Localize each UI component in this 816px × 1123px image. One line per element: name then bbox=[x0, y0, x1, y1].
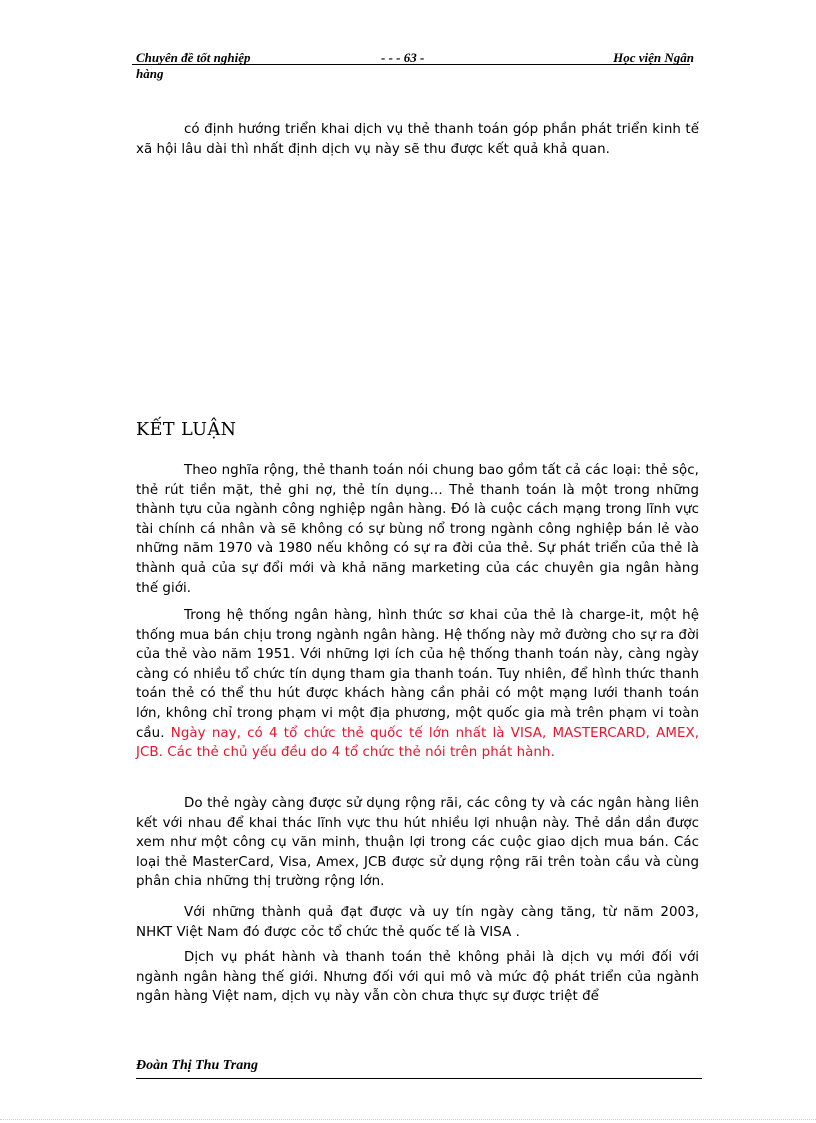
paragraph-2 bbox=[136, 606, 699, 763]
page-boundary bbox=[0, 1119, 816, 1120]
header-rule bbox=[132, 64, 690, 65]
section-heading: KẾT LUẬN bbox=[136, 420, 237, 440]
paragraph-4: Với những thành quả đạt được và uy tín ngày càng tăng, từ năm 2003, NHKT Việt Nam đó được cỏc tổ chức thẻ quốc tế là VISA . bbox=[136, 905, 699, 940]
paragraph-1: Theo nghĩa rộng, thẻ thanh toán nói chung bao gồm tất cả các loại: thẻ sộc, thẻ rút tiền mặt, thẻ ghi nợ, thẻ tín dụng… Thẻ thanh toán là một trong những thành tựu của ngành công nghiệp ngân hàng. Đó là cuộc cách mạng trong lĩnh vực tài chính cá nhân và sẽ không có sự bùng nổ trong ngành công nghiệp bán lẻ vào những năm 1970 và 1980 nếu không có sự ra đời của thẻ. Sự phát triển của thẻ là thành quả của sự đổi mới và khả năng marketing của các chuyên gia ngân hàng thế giới. bbox=[136, 463, 699, 596]
author-name: Đoàn Thị Thu Trang bbox=[136, 1058, 259, 1073]
page-header bbox=[136, 50, 702, 82]
header-title-continuation: hàng bbox=[136, 66, 164, 81]
footer-rule bbox=[136, 1078, 702, 1079]
page-number: - - - 63 - bbox=[381, 50, 425, 65]
page-footer bbox=[136, 1058, 702, 1074]
paragraph-2-highlight: Ngày nay, có 4 tổ chức thẻ quốc tế lớn nhất là VISA, MASTERCARD, AMEX, JCB. Các thẻ chủ yếu đều do 4 tổ chức thẻ nói trên phát hành. bbox=[136, 725, 699, 761]
paragraph-2-text: Trong hệ thống ngân hàng, hình thức sơ khai của thẻ là charge-it, một hệ thống mua bán chịu trong ngành ngân hàng. Hệ thống này mở đường cho sự ra đời của thẻ vào năm 1951. Với những lợi ích của hệ thống thanh toán này, càng ngày càng có nhiều tổ chức tín dụng tham gia thanh toán. Tuy nhiên, để hình thức thanh toán thẻ có thể thu hút được khách hàng cần phải có một mạng lưới thanh toán lớn, không chỉ trong phạm vi một địa phương, một quốc gia mà trên phạm vi toàn cầu. bbox=[136, 608, 699, 741]
header-institution: Học viện Ngân bbox=[613, 50, 694, 65]
paragraph-3: Do thẻ ngày càng được sử dụng rộng rãi, các công ty và các ngân hàng liên kết với nhau để khai thác lĩnh vực thu hút nhiều lợi nhuận này. Thẻ dần dần được xem như một công cụ văn minh, thuận lợi trong các cuộc giao dịch mua bán. Các loại thẻ MasterCard, Visa, Amex, JCB được sử dụng rộng rãi trên toàn cầu và cùng phân chia những thị trường rộng lớn. bbox=[136, 796, 699, 890]
header-title: Chuyên đề tốt nghiệp bbox=[136, 50, 251, 65]
intro-paragraph: có định hướng triển khai dịch vụ thẻ thanh toán góp phần phát triển kinh tế xã hội lâu dài thì nhất định dịch vụ này sẽ thu được kết quả khả quan. bbox=[136, 122, 699, 157]
paragraph-5: Dịch vụ phát hành và thanh toán thẻ không phải là dịch vụ mới đối với ngành ngân hàng thế giới. Nhưng đối với qui mô và mức độ phát triển của ngành ngân hàng Việt nam, dịch vụ này vẫn còn chưa thực sự được triệt để bbox=[136, 950, 699, 1005]
